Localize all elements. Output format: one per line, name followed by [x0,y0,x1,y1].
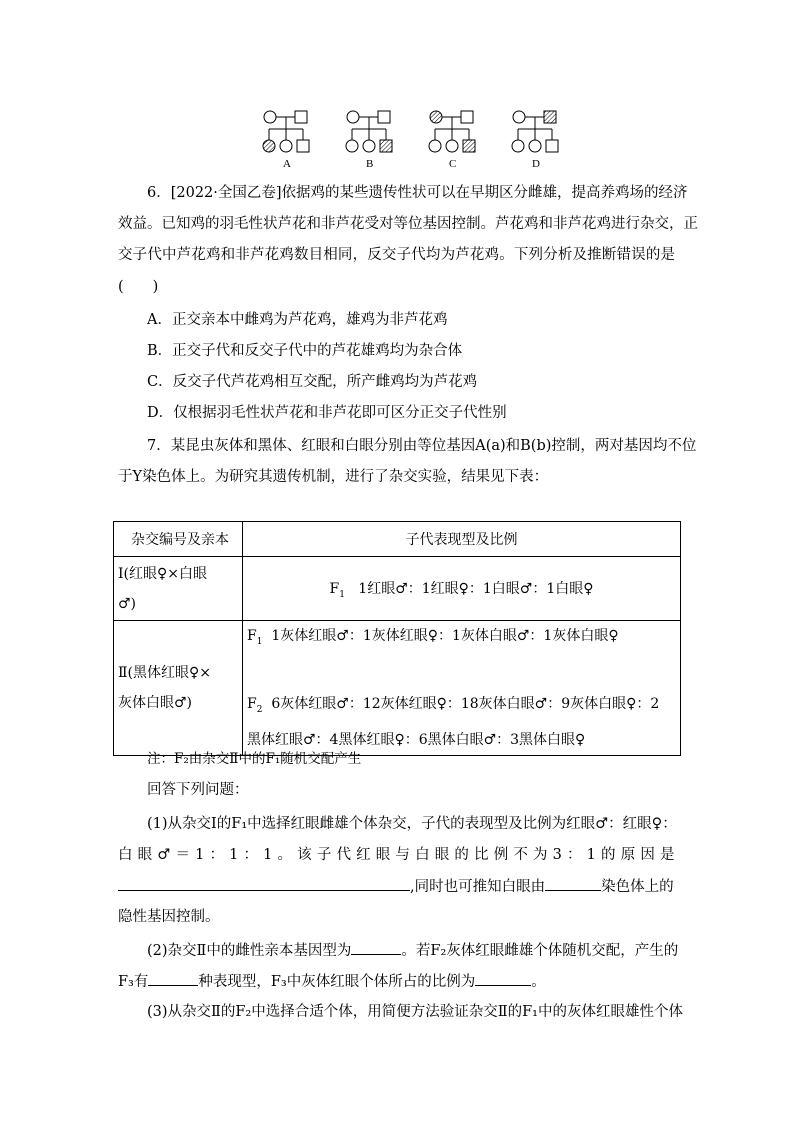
cross-2-f2-line-2: 黑体红眼♂：4黑体红眼♀：6黑体白眼♂：3黑体白眼♀ [247,731,586,748]
q6-option-c: C．反交子代芦花鸡相互交配，所产雌鸡均为芦花鸡 [147,374,478,390]
pedigree-a [263,111,309,152]
q6-stem-line-2: 效益。已知鸡的羽毛性状芦花和非芦花受对等位基因控制。芦花鸡和非芦花鸡进行杂交，正 [118,216,698,232]
cross-2-parents-line-2: 灰体白眼♂) [118,694,193,711]
answer-blank-1[interactable] [118,876,410,891]
cross-results-table [113,521,681,756]
answer-prompt: 回答下列问题： [147,782,249,798]
answer-blank-3[interactable] [351,940,401,955]
cross-2-offspring [243,621,681,756]
q7-part-3-line-1: (3)从杂交Ⅱ的F₂中选择合适个体，用简便方法验证杂交Ⅱ的F₁中的灰体红眼雄性个体 [147,1004,683,1020]
cross-2-f2-line-1: $F_2$ 6灰体红眼♂：12灰体红眼♀：18灰体白眼♂：9灰体白眼♀：2 [247,695,660,715]
cross-2-f1-line: $F_1$ 1灰体红眼♂：1灰体红眼♀：1灰体白眼♂：1灰体白眼♀ [247,628,619,647]
pedigree-c [429,111,475,152]
cross-1-parents-line-2: ♂) [118,595,137,612]
table-header-offspring: 子代表现型及比例 [243,522,681,557]
table-header-row [114,522,681,557]
cross-1-ratio: 1红眼♂：1红眼♀：1白眼♂：1白眼♀ [358,580,594,597]
q7-stem-line-1: 7．某昆虫灰体和黑体、红眼和白眼分别由等位基因A(a)和B(b)控制，两对基因均不位 [147,438,697,454]
answer-blank-2[interactable] [545,876,601,891]
q6-option-d: D．仅根据羽毛性状芦花和非芦花即可区分正交子代性别 [147,405,507,421]
q7-part-1-line-3: ,同时也可推知白眼由 染色体上的 [118,876,674,897]
cross-2-parents-line-1: Ⅱ(黑体红眼♀× [118,664,211,681]
q7-stem-line-2: 于Y染色体上。为研究其遗传机制，进行了杂交实验，结果见下表： [118,469,549,485]
q7-part-1-line-2: 白眼♂＝1：1：1。该子代红眼与白眼的比例不为3：1的原因是 [118,847,675,863]
pedigree-b [346,111,392,152]
cross-1-parents-line-1: Ⅰ(红眼♀×白眼 [118,565,207,582]
q7-part-1-line-4: 隐性基因控制。 [118,909,220,925]
q7-part-2-line-1: (2)杂交Ⅱ中的雌性亲本基因型为 。若F₂灰体红眼雌雄个体随机交配，产生的 [147,940,678,961]
cross-2-parents [114,621,243,756]
answer-blank-5[interactable] [475,971,531,986]
table-row-cross-1 [114,557,681,621]
answer-blank-4[interactable] [148,971,198,986]
pedigree-diagrams [255,106,575,172]
q6-stem-line-1: 6．[2022·全国乙卷]依据鸡的某些遗传性状可以在早期区分雌雄，提高养鸡场的经济 [147,185,688,201]
pedigree-label-b: B [366,158,374,170]
pedigree-label-d: D [532,158,540,170]
table-note: 注：F₂由杂交Ⅱ中的F₁随机交配产生 [147,751,362,767]
pedigree-label-c: C [449,158,457,170]
table-row-cross-2 [114,621,681,756]
q6-option-b: B．正交子代和反交子代中的芦花雄鸡均为杂合体 [147,343,463,359]
q6-stem-line-3: 交子代中芦花鸡和非芦花鸡数目相同，反交子代均为芦花鸡。下列分析及推断错误的是 [118,247,675,263]
cross-1-parents [114,557,243,621]
q7-part-2-line-2: F₃有 种表现型，F₃中灰体红眼个体所占的比例为 。 [118,971,546,992]
pedigree-label-a: A [283,158,291,170]
table-header-parents: 杂交编号及亲本 [114,522,243,557]
f1-label: $F_1$ [329,580,345,600]
q6-answer-bracket: ( ) [118,279,159,295]
cross-1-offspring [243,557,681,621]
q7-part-1-line-1: (1)从杂交Ⅰ的F₁中选择红眼雌雄个体杂交，子代的表现型及比例为红眼♂：红眼♀： [147,816,677,832]
q6-option-a: A．正交亲本中雌鸡为芦花鸡，雄鸡为非芦花鸡 [147,312,448,328]
pedigree-d [512,111,558,152]
